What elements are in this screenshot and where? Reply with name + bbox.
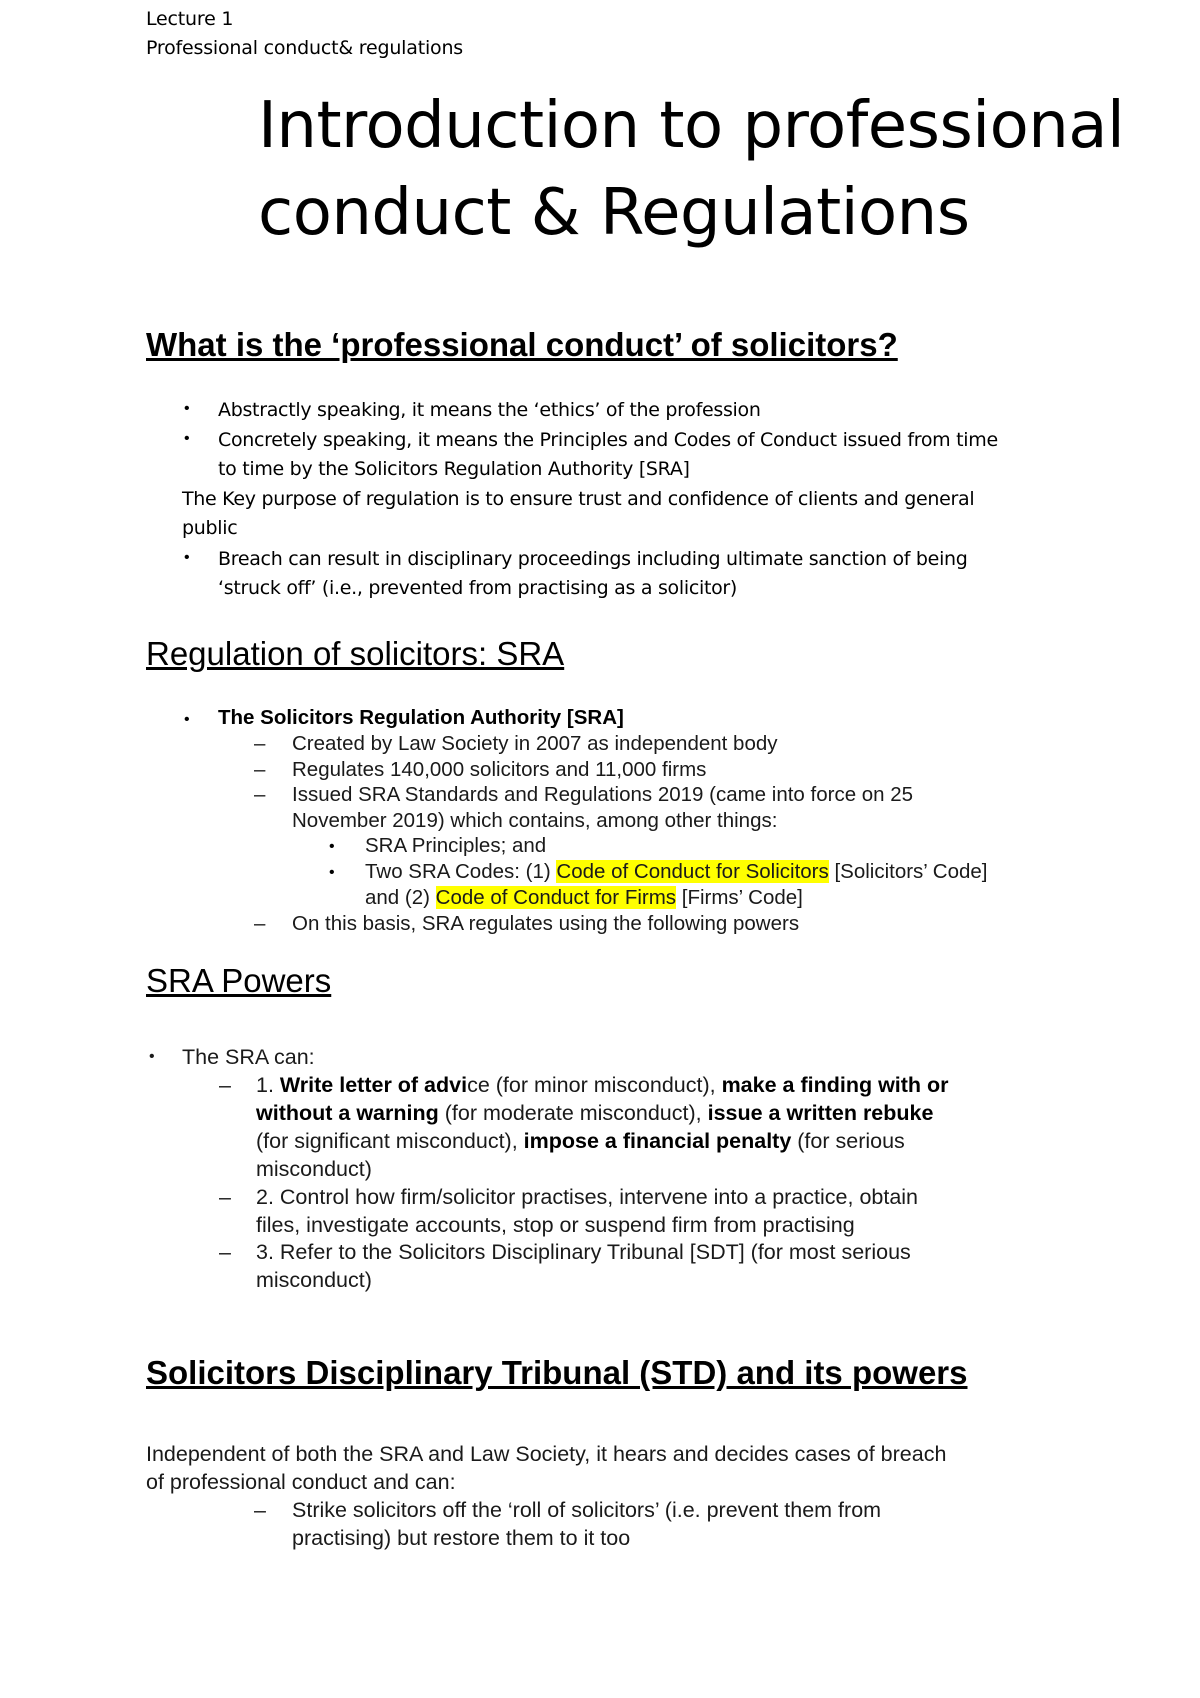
highlight-solicitors-code: Code of Conduct for Solicitors — [556, 860, 829, 883]
bullet-marker: • — [329, 838, 335, 855]
list-item: Breach can result in disciplinary proceedings including ultimate sanction of being — [218, 548, 968, 570]
list-item: On this basis, SRA regulates using the following powers — [292, 912, 800, 935]
dash-marker: – — [254, 758, 266, 781]
section-heading-tribunal: Solicitors Disciplinary Tribunal (STD) and its powers — [146, 1354, 968, 1391]
sub-list-item-codes: Two SRA Codes: (1) Code of Conduct for Solicitors [Solicitors’ Code] — [365, 860, 988, 883]
paragraph-continuation: of professional conduct and can: — [146, 1470, 456, 1494]
lecture-label: Lecture 1 — [146, 8, 234, 30]
sub-list-item-codes-continuation: and (2) Code of Conduct for Firms [Firms’ Code] — [365, 886, 803, 909]
power-item-1-continuation: (for significant misconduct), impose a financial penalty (for serious — [256, 1129, 905, 1153]
list-item-continuation: ‘struck off’ (i.e., prevented from practising as a solicitor) — [218, 577, 738, 599]
list-item: Abstractly speaking, it means the ‘ethics’ of the profession — [218, 399, 761, 421]
paragraph: The Key purpose of regulation is to ensure trust and confidence of clients and general — [182, 488, 975, 510]
highlight-firms-code: Code of Conduct for Firms — [435, 886, 677, 909]
list-item-continuation: practising) but restore them to it too — [292, 1526, 631, 1550]
list-item: Created by Law Society in 2007 as independent body — [292, 732, 778, 755]
list-item-sra: The Solicitors Regulation Authority [SRA] — [218, 706, 624, 729]
dash-marker: – — [254, 783, 266, 806]
dash-marker: – — [254, 1498, 266, 1522]
dash-marker: – — [219, 1185, 231, 1209]
section-heading-professional-conduct: What is the ‘professional conduct’ of solicitors? — [146, 326, 898, 363]
page-title-line1: Introduction to professional — [258, 89, 1125, 163]
bullet-marker: • — [184, 430, 190, 447]
list-item-continuation: to time by the Solicitors Regulation Authority [SRA] — [218, 458, 690, 480]
section-heading-regulation: Regulation of solicitors: SRA — [146, 635, 565, 672]
section-heading-sra-powers: SRA Powers — [146, 962, 332, 999]
bullet-marker: • — [149, 1048, 155, 1065]
power-item-2-continuation: files, investigate accounts, stop or suspend firm from practising — [256, 1213, 855, 1237]
list-item-continuation: November 2019) which contains, among other things: — [292, 809, 778, 832]
list-item: Concretely speaking, it means the Principles and Codes of Conduct issued from time — [218, 429, 998, 451]
dash-marker: – — [254, 732, 266, 755]
dash-marker: – — [219, 1240, 231, 1264]
bullet-marker: • — [184, 400, 190, 417]
power-item-3-continuation: misconduct) — [256, 1268, 372, 1292]
list-item: Regulates 140,000 solicitors and 11,000 firms — [292, 758, 707, 781]
power-item-2: 2. Control how firm/solicitor practises, intervene into a practice, obtain — [256, 1185, 919, 1209]
lecture-subtitle: Professional conduct& regulations — [146, 37, 463, 59]
power-item-1: 1. Write letter of advice (for minor misconduct), make a finding with or — [256, 1073, 949, 1097]
list-item: Strike solicitors off the ‘roll of solicitors’ (i.e. prevent them from — [292, 1498, 882, 1522]
page-title-line2: conduct & Regulations — [258, 176, 970, 250]
paragraph: Independent of both the SRA and Law Society, it hears and decides cases of breach — [146, 1442, 947, 1466]
list-item: Issued SRA Standards and Regulations 2019 (came into force on 25 — [292, 783, 914, 806]
bullet-marker: • — [184, 711, 190, 728]
power-item-1-continuation: misconduct) — [256, 1157, 372, 1181]
bullet-marker: • — [184, 549, 190, 566]
list-item: The SRA can: — [182, 1045, 315, 1069]
power-item-1-continuation: without a warning (for moderate misconduct), issue a written rebuke — [256, 1101, 934, 1125]
sub-list-item: SRA Principles; and — [365, 834, 547, 857]
paragraph-continuation: public — [182, 517, 238, 539]
dash-marker: – — [254, 912, 266, 935]
dash-marker: – — [219, 1073, 231, 1097]
bullet-marker: • — [329, 864, 335, 881]
power-item-3: 3. Refer to the Solicitors Disciplinary Tribunal [SDT] (for most serious — [256, 1240, 911, 1264]
